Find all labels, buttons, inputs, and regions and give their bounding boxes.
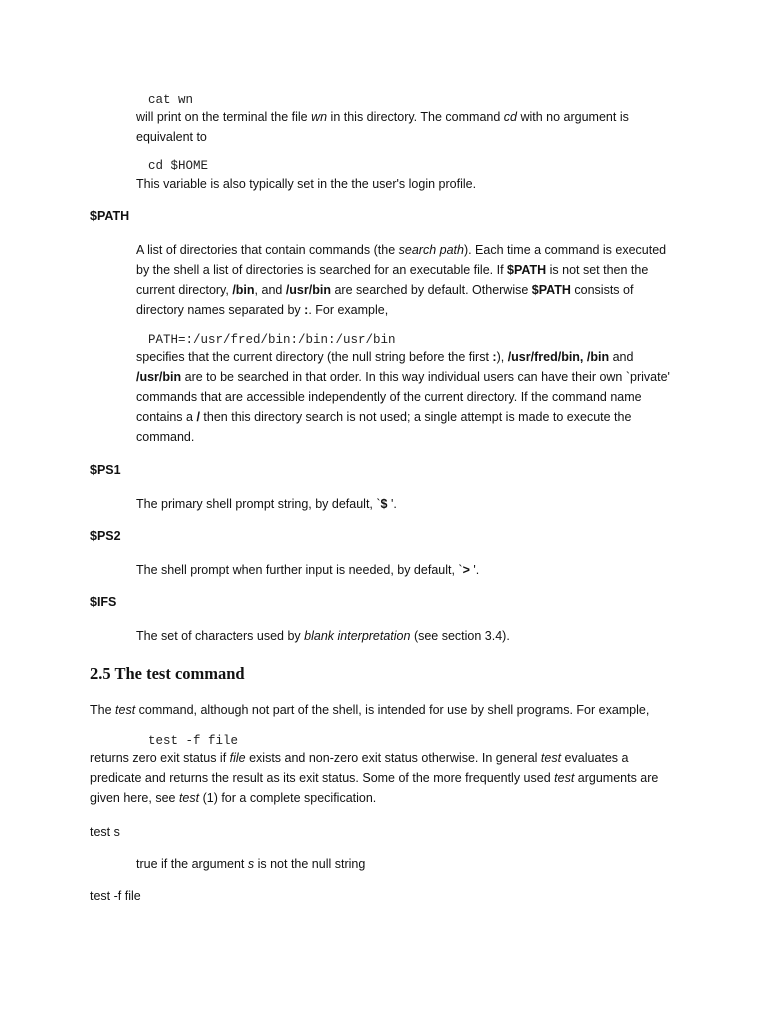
code-test-f-file: test -f file (148, 734, 239, 748)
term-ps2: $PS2 (90, 529, 121, 543)
code-cd-home: cd $HOME (148, 159, 209, 173)
section-heading: 2.5 The test command (90, 664, 245, 683)
term-path: $PATH (90, 209, 130, 223)
code-cat-wn: cat wn (148, 93, 194, 107)
code-path-example: PATH=:/usr/fred/bin:/bin:/usr/bin (148, 333, 396, 347)
paragraph-path-description: A list of directories that contain commands (the search path). Each time a command is executed by the shell a list of directories is searched for an executable file. If $PATH is not set then the current directory, /bin, and /usr/bin are searched by default. Otherwise $PATH consists of directory names separated by :. For example, (136, 243, 667, 317)
ps2-description: The shell prompt when further input is needed, by default, `> '. (136, 563, 480, 577)
term-test-s: test s (90, 825, 120, 839)
paragraph-path-order: specifies that the current directory (the null string before the first :), /usr/fred/bin, /bin and /usr/bin are to be searched in that order. In this way individual users can have their own `private' commands that are accessible independently of the current directory. If the command name contains a / then this directory search is not used; a single attempt is made to execute the command. (136, 350, 670, 444)
paragraph-test-intro: The test command, although not part of the shell, is intended for use by shell programs. For example, (90, 703, 650, 717)
ps1-description: The primary shell prompt string, by default, `$ '. (136, 497, 397, 511)
term-test-f-file: test -f file (90, 889, 141, 903)
paragraph-test-description: returns zero exit status if file exists and non-zero exit status otherwise. In general test evaluates a predicate and returns the result as its exit status. Some of the more frequently used test arguments are given here, see test (1) for a complete specification. (90, 751, 659, 805)
paragraph-cat-description: will print on the terminal the file wn in this directory. The command cd with no argument is equivalent to (136, 110, 629, 144)
paragraph-login-profile: This variable is also typically set in the the user's login profile. (136, 177, 477, 191)
term-ifs: $IFS (90, 595, 117, 609)
term-ps1: $PS1 (90, 463, 121, 477)
test-s-description: true if the argument s is not the null string (136, 857, 366, 871)
ifs-description: The set of characters used by blank interpretation (see section 3.4). (136, 629, 510, 643)
